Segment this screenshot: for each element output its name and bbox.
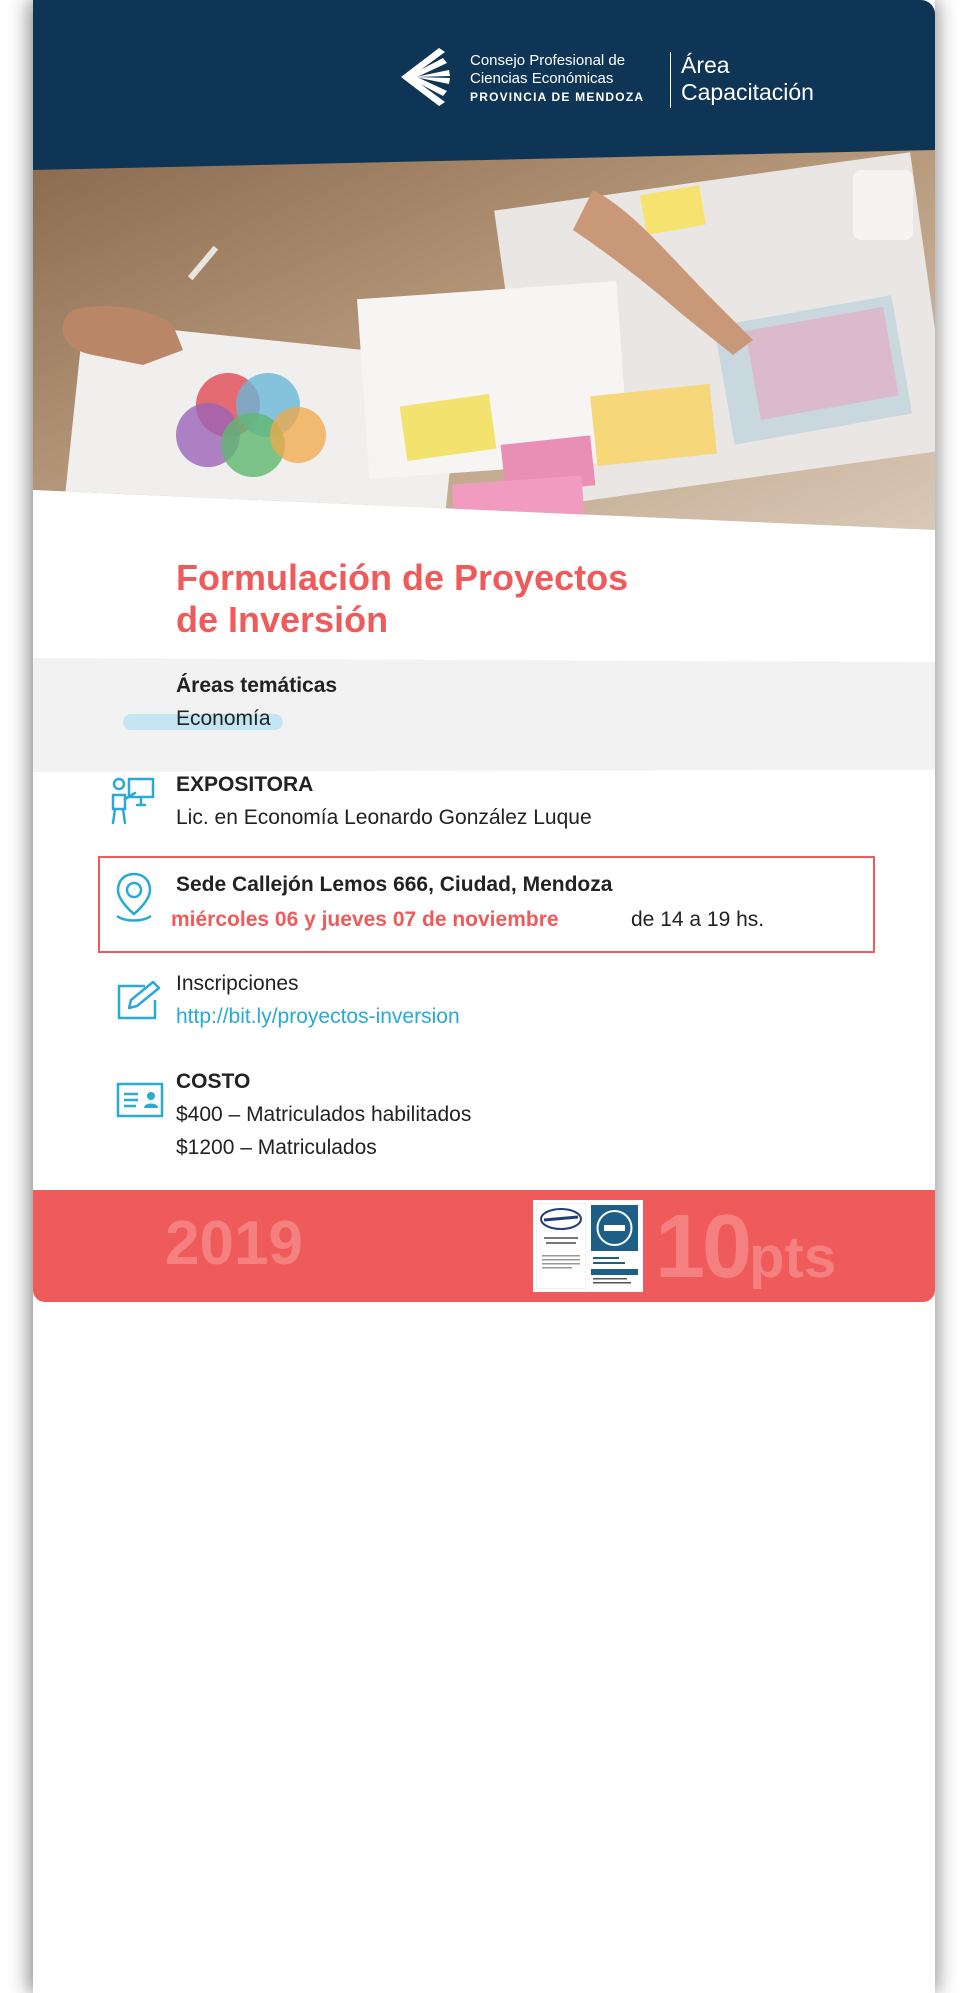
header-divider	[670, 52, 671, 108]
syllabus-heading: Temario	[176, 1634, 246, 1656]
edit-form-icon	[115, 978, 163, 1022]
syllabus-item: Caso integrado	[176, 1931, 309, 1953]
objective-line: El curso tiene como objetivo brindar conocimientos y	[176, 1370, 632, 1392]
area-name	[681, 52, 814, 106]
objective-line: participantes puedan aplicar las herramientas de evaluación de	[176, 1502, 723, 1524]
venue-time: de 14 a 19 hs.	[631, 908, 765, 931]
registration-label: Inscripciones	[176, 972, 299, 995]
objective-line: proyectos, analizando los distintos indicadores que permiten	[176, 1535, 698, 1557]
points-unit: pts	[749, 1225, 837, 1290]
org-line-1: Consejo Profesional de	[470, 52, 626, 69]
speaker-label: EXPOSITORA	[176, 773, 314, 796]
course-title-line-1: Formulación de Proyectos	[176, 557, 629, 598]
location-pin-icon	[111, 870, 157, 926]
objective-line: Proyecto de inversión. Al finalizar esta actividad, se espera que los	[176, 1469, 753, 1491]
cost-label: COSTO	[176, 1070, 251, 1093]
presenter-icon	[105, 775, 157, 827]
cost-line-2: $1200 – Matriculados	[176, 1136, 377, 1159]
speaker-name: Lic. en Economía Leonardo González Luque	[176, 806, 592, 829]
points-number: 10	[655, 1197, 750, 1297]
areas-value: Economía	[176, 707, 271, 730]
syllabus-item: Conceptos introductorios.	[176, 1667, 398, 1689]
venue-box	[98, 856, 875, 953]
area-line-2: Capacitación	[681, 79, 814, 105]
course-title	[176, 557, 776, 641]
org-line-2: Ciencias Económicas	[470, 70, 614, 87]
id-card-icon	[116, 1082, 164, 1120]
section-spacer	[176, 1596, 876, 1629]
org-line-3: PROVINCIA DE MENDOZA	[470, 90, 645, 104]
org-name	[470, 52, 644, 106]
syllabus-item: (prefactibilidad-factibilidad), Inversión y Operación.	[176, 1766, 614, 1788]
syllabus-item: Criterios para la decisión de inversión.	[176, 1898, 507, 1920]
venue-address: Sede Callejón Lemos 666, Ciudad, Mendoza	[176, 873, 613, 896]
registration-link[interactable]: http://bit.ly/proyectos-inversion	[176, 1005, 460, 1028]
cpce-logo-icon	[393, 42, 463, 112]
objective-line: herramientas que permitan comprender las distintas etapas	[176, 1403, 690, 1425]
syllabus-item: Flujos de Fondos, valor del dinero en el tiempo.	[176, 1865, 587, 1887]
syllabus-item: Cálculo de costos y beneficios relevantes.	[176, 1832, 540, 1854]
course-description	[176, 1332, 876, 1959]
objective-line: efectuar su correcta evaluación.	[176, 1568, 453, 1590]
iram-certification-logo	[589, 1203, 640, 1289]
sgc-certification-logo	[536, 1203, 586, 1289]
points-label	[655, 1196, 836, 1299]
areas-label: Áreas temáticas	[176, 674, 338, 697]
syllabus-item: Estudios de Viabilidad de los proyectos.	[176, 1799, 521, 1821]
syllabus-item: Etapas de un proyecto: Idea, Preinversión	[176, 1733, 540, 1755]
cost-line-1: $400 – Matriculados habilitados	[176, 1103, 472, 1126]
objective-line: involucradas en el proceso de formulación y evaluación de un	[176, 1436, 710, 1458]
venue-dates: miércoles 06 y jueves 07 de noviembre	[171, 908, 559, 931]
flyer-card	[33, 0, 935, 1993]
header-photo	[33, 150, 935, 530]
area-line-1: Área	[681, 52, 730, 78]
certification-badges	[533, 1200, 643, 1292]
syllabus-item: Tipología de los proyectos.	[176, 1700, 409, 1722]
objective-heading: OBJETIVO	[176, 1337, 273, 1359]
year-label: 2019	[165, 1209, 303, 1278]
course-title-line-2: de Inversión	[176, 599, 389, 640]
